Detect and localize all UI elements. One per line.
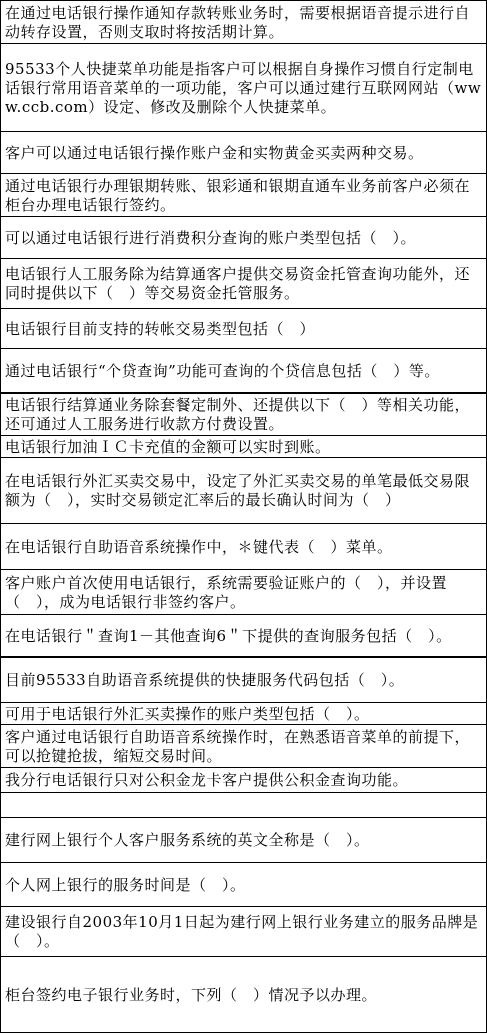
table-row bbox=[0, 349, 487, 394]
question-text: 客户通过电话银行自助语音系统操作时，在熟悉语音菜单的前提下，可以抢键抢拔，缩短交易时间。 bbox=[5, 727, 471, 765]
table-row bbox=[0, 907, 487, 957]
question-text: 电话银行结算通业务除套餐定制外、还提供以下（ ）等相关功能，还可通过人工服务进行收款方付费设置。 bbox=[5, 396, 471, 433]
table-row bbox=[0, 132, 487, 174]
question-text: 通过电话银行办理银期转账、银彩通和银期直通车业务前客户必须在柜台办理电话银行签约。 bbox=[5, 176, 471, 214]
table-row bbox=[0, 436, 487, 458]
table-row bbox=[0, 957, 487, 1033]
table-row bbox=[0, 458, 487, 524]
question-text: 在电话银行外汇买卖交易中，设定了外汇买卖交易的单笔最低交易限额为（ ），实时交易锁定汇率后的最长确认时间为（ ） bbox=[5, 472, 471, 509]
table-row bbox=[0, 217, 487, 259]
question-text: 客户账户首次使用电话银行，系统需要验证账户的（ ），并设置（ ），成为电话银行非签约客户。 bbox=[5, 573, 448, 611]
question-text: 在电话银行＂查询1－其他查询6＂下提供的查询服务包括（ ）。 bbox=[5, 626, 452, 645]
question-text: 电话银行加油ＩＣ卡充值的金额可以实时到账。 bbox=[5, 437, 331, 456]
table-row bbox=[0, 0, 487, 44]
question-text: 个人网上银行的服务时间是（ ）。 bbox=[5, 875, 246, 894]
table-row bbox=[0, 174, 487, 217]
question-text: 柜台签约电子银行业务时，下列（ ）情况予以办理。 bbox=[5, 985, 378, 1004]
question-text: 建设银行自2003年10月1日起为建行网上银行业务建立的服务品牌是（ ）。 bbox=[5, 913, 479, 950]
table-row bbox=[0, 259, 487, 309]
table-row bbox=[0, 570, 487, 615]
table-row bbox=[0, 793, 487, 818]
table-row bbox=[0, 658, 487, 703]
table-row bbox=[0, 524, 487, 570]
table-row bbox=[0, 394, 487, 436]
question-text: 可用于电话银行外汇买卖操作的账户类型包括（ ）。 bbox=[5, 704, 370, 723]
question-text: 通过电话银行“个贷查询”功能可查询的个贷信息包括（ ）等。 bbox=[5, 361, 440, 380]
table-row bbox=[0, 818, 487, 863]
question-text: 电话银行目前支持的转帐交易类型包括（ ） bbox=[5, 319, 316, 338]
question-text: 建行网上银行个人客户服务系统的英文全称是（ ）。 bbox=[5, 831, 370, 849]
table-row bbox=[0, 615, 487, 658]
question-text: 我分行电话银行只对公积金龙卡客户提供公积金查询功能。 bbox=[5, 771, 409, 789]
question-text: 客户可以通过电话银行操作账户金和实物黄金买卖两种交易。 bbox=[5, 143, 424, 162]
question-text: 可以通过电话银行进行消费积分查询的账户类型包括（ ）。 bbox=[5, 228, 417, 247]
table-row bbox=[0, 768, 487, 793]
question-text: 在通过电话银行操作通知存款转账业务时，需要根据语音提示进行自动转存设置，否则支取时将按活期计算。 bbox=[5, 3, 471, 41]
question-text: 目前95533自助语音系统提供的快捷服务代码包括（ ）。 bbox=[5, 671, 405, 689]
table-row bbox=[0, 863, 487, 907]
table-row bbox=[0, 44, 487, 132]
question-text: 在电话银行自助语音系统操作中，＊键代表（ ）菜单。 bbox=[5, 537, 393, 556]
question-text: 95533个人快捷菜单功能是指客户可以根据自身操作习惯自行定制电话银行常用语音菜单的一项功能，客户可以通过建行互联网网站（www.ccb.com）设定、修改及删除个人快捷菜单。 bbox=[5, 59, 482, 116]
table-row bbox=[0, 703, 487, 725]
table-row bbox=[0, 725, 487, 768]
question-text: 电话银行人工服务除为结算通客户提供交易资金托管查询功能外，还同时提供以下（ ）等交易资金托管服务。 bbox=[5, 265, 471, 302]
table-row bbox=[0, 309, 487, 349]
